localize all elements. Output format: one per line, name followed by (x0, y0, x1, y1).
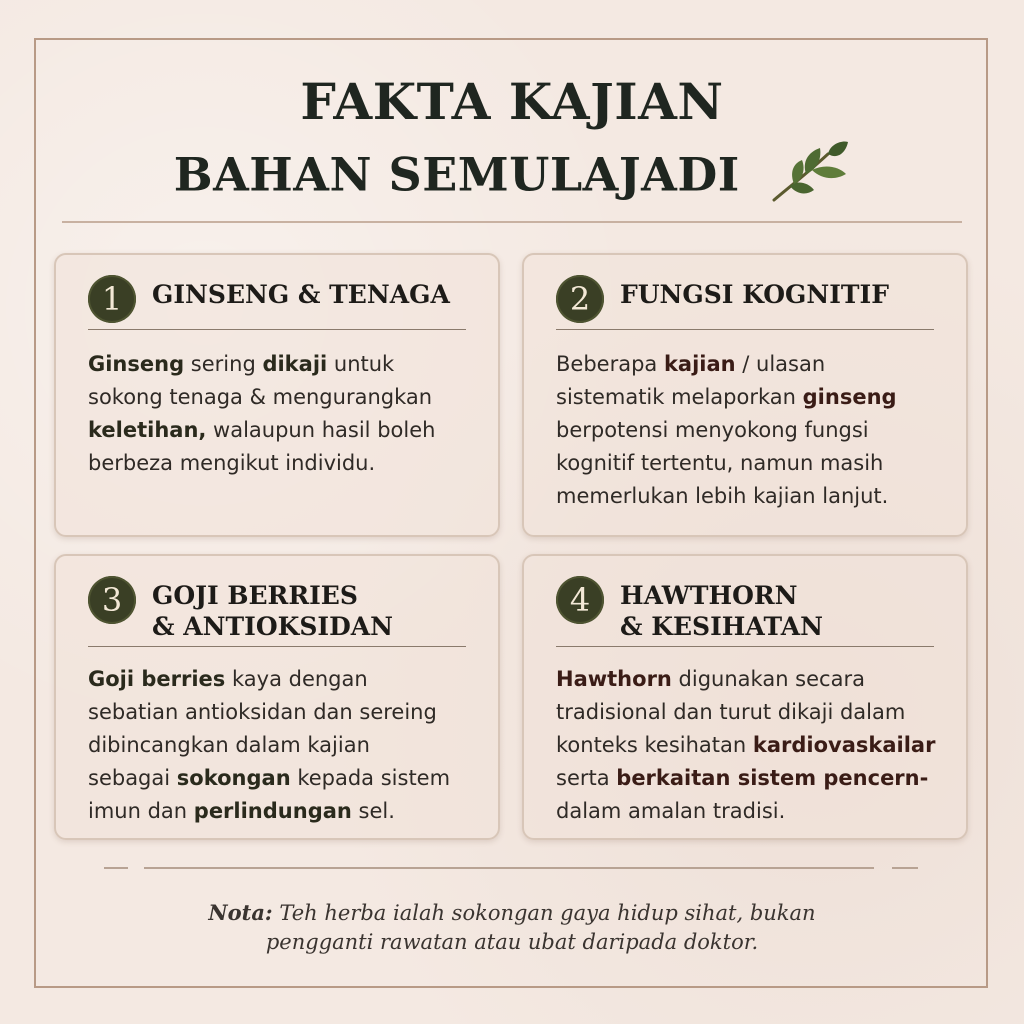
card-body-line (556, 762, 946, 795)
card-number-badge: 3 (88, 576, 136, 624)
body-text: walaupun hasil boleh (206, 418, 436, 442)
body-text: kognitif tertentu, namun masih (556, 451, 884, 475)
body-text: dibincangkan dalam kajian (88, 733, 370, 757)
body-bold: kardiovaskailar (752, 733, 936, 757)
card-body-line (556, 381, 946, 414)
body-text: kepada sistem (290, 766, 451, 790)
card-heading (620, 279, 950, 310)
card-body-line (556, 663, 946, 696)
body-text: untuk (327, 352, 395, 376)
body-text: sokong tenaga & mengurangkan (88, 385, 433, 409)
body-bold: Ginseng (88, 352, 185, 376)
page-subtitle (0, 140, 1024, 217)
body-text: imun dan (88, 799, 194, 823)
card-body-line (556, 729, 946, 762)
card-heading (152, 279, 482, 310)
footer-divider (144, 867, 874, 869)
body-text: sebagai (88, 766, 177, 790)
body-bold: berkaitan sistem pencern- (616, 766, 929, 790)
fact-card-hawthorn (522, 554, 968, 840)
fact-card-goji-berries (54, 554, 500, 840)
card-body-line (88, 729, 478, 762)
card-body-line (556, 348, 946, 381)
card-body-line (88, 696, 478, 729)
card-body-line (556, 795, 946, 828)
body-text: serta (556, 766, 617, 790)
card-number-badge: 4 (556, 576, 604, 624)
card-divider (556, 646, 934, 647)
body-text: berpotensi menyokong fungsi (556, 418, 869, 442)
body-bold: perlindungan (193, 799, 352, 823)
card-divider (88, 329, 466, 330)
body-text: berbeza mengikut individu. (88, 451, 376, 475)
card-heading-line: & ANTIOKSIDAN (152, 612, 394, 641)
card-heading-line: & KESIHATAN (620, 612, 823, 641)
body-bold: Hawthorn (556, 667, 672, 691)
card-heading-line: GINSENG & TENAGA (152, 280, 450, 309)
card-body-line (88, 447, 478, 480)
card-body-line (556, 447, 946, 480)
fact-card-fungsi-kognitif (522, 253, 968, 537)
card-heading-line: FUNGSI KOGNITIF (620, 280, 889, 309)
card-heading (152, 580, 482, 642)
card-body-line (88, 663, 478, 696)
footer-divider-left (104, 867, 128, 869)
card-body-line (556, 480, 946, 513)
body-bold: ginseng (802, 385, 897, 409)
body-text: konteks kesihatan (556, 733, 753, 757)
card-body-line (88, 414, 478, 447)
body-text: / ulasan (735, 352, 826, 376)
leaf-icon (768, 140, 850, 217)
card-number-badge: 1 (88, 275, 136, 323)
card-body-line (556, 696, 946, 729)
card-body-line (88, 348, 478, 381)
body-text: sel. (351, 799, 395, 823)
body-text: sistematik melaporkan (556, 385, 803, 409)
fact-card-ginseng-tenaga (54, 253, 500, 537)
body-text: Beberapa (556, 352, 664, 376)
card-body-line (556, 414, 946, 447)
title-divider (62, 221, 962, 223)
page-subtitle-text: BAHAN SEMULAJADI (173, 147, 740, 202)
card-body (556, 348, 946, 513)
card-divider (556, 329, 934, 330)
body-bold: dikaji (262, 352, 328, 376)
body-text: kaya dengan (225, 667, 368, 691)
card-body (88, 348, 478, 480)
card-heading-line: HAWTHORN (620, 581, 798, 610)
card-heading-line: GOJI BERRIES (152, 581, 358, 610)
footnote-label: Nota: (208, 900, 273, 925)
card-body-line (88, 795, 478, 828)
body-bold: keletihan, (88, 418, 207, 442)
footer-divider-right (892, 867, 918, 869)
body-text: dalam amalan tradisi. (556, 799, 786, 823)
footnote (0, 900, 1024, 925)
body-bold: sokongan (176, 766, 291, 790)
card-body (88, 663, 478, 828)
card-body-line (88, 762, 478, 795)
body-bold: kajian (663, 352, 736, 376)
body-text: digunakan secara (671, 667, 865, 691)
card-heading (620, 580, 950, 642)
card-body (556, 663, 946, 828)
card-number-badge: 2 (556, 275, 604, 323)
card-divider (88, 646, 466, 647)
page-title: FAKTA KAJIAN (300, 72, 724, 131)
body-text: memerlukan lebih kajian lanjut. (556, 484, 889, 508)
footnote-text: Teh herba ialah sokongan gaya hidup sihat, bukan (272, 901, 816, 925)
card-body-line (88, 381, 478, 414)
body-text: sebatian antioksidan dan sereing (88, 700, 437, 724)
footnote-line-2: pengganti rawatan atau ubat daripada doktor. (265, 930, 759, 954)
body-text: sering (184, 352, 263, 376)
body-bold: Goji berries (88, 667, 226, 691)
body-text: tradisional dan turut dikaji dalam (556, 700, 906, 724)
